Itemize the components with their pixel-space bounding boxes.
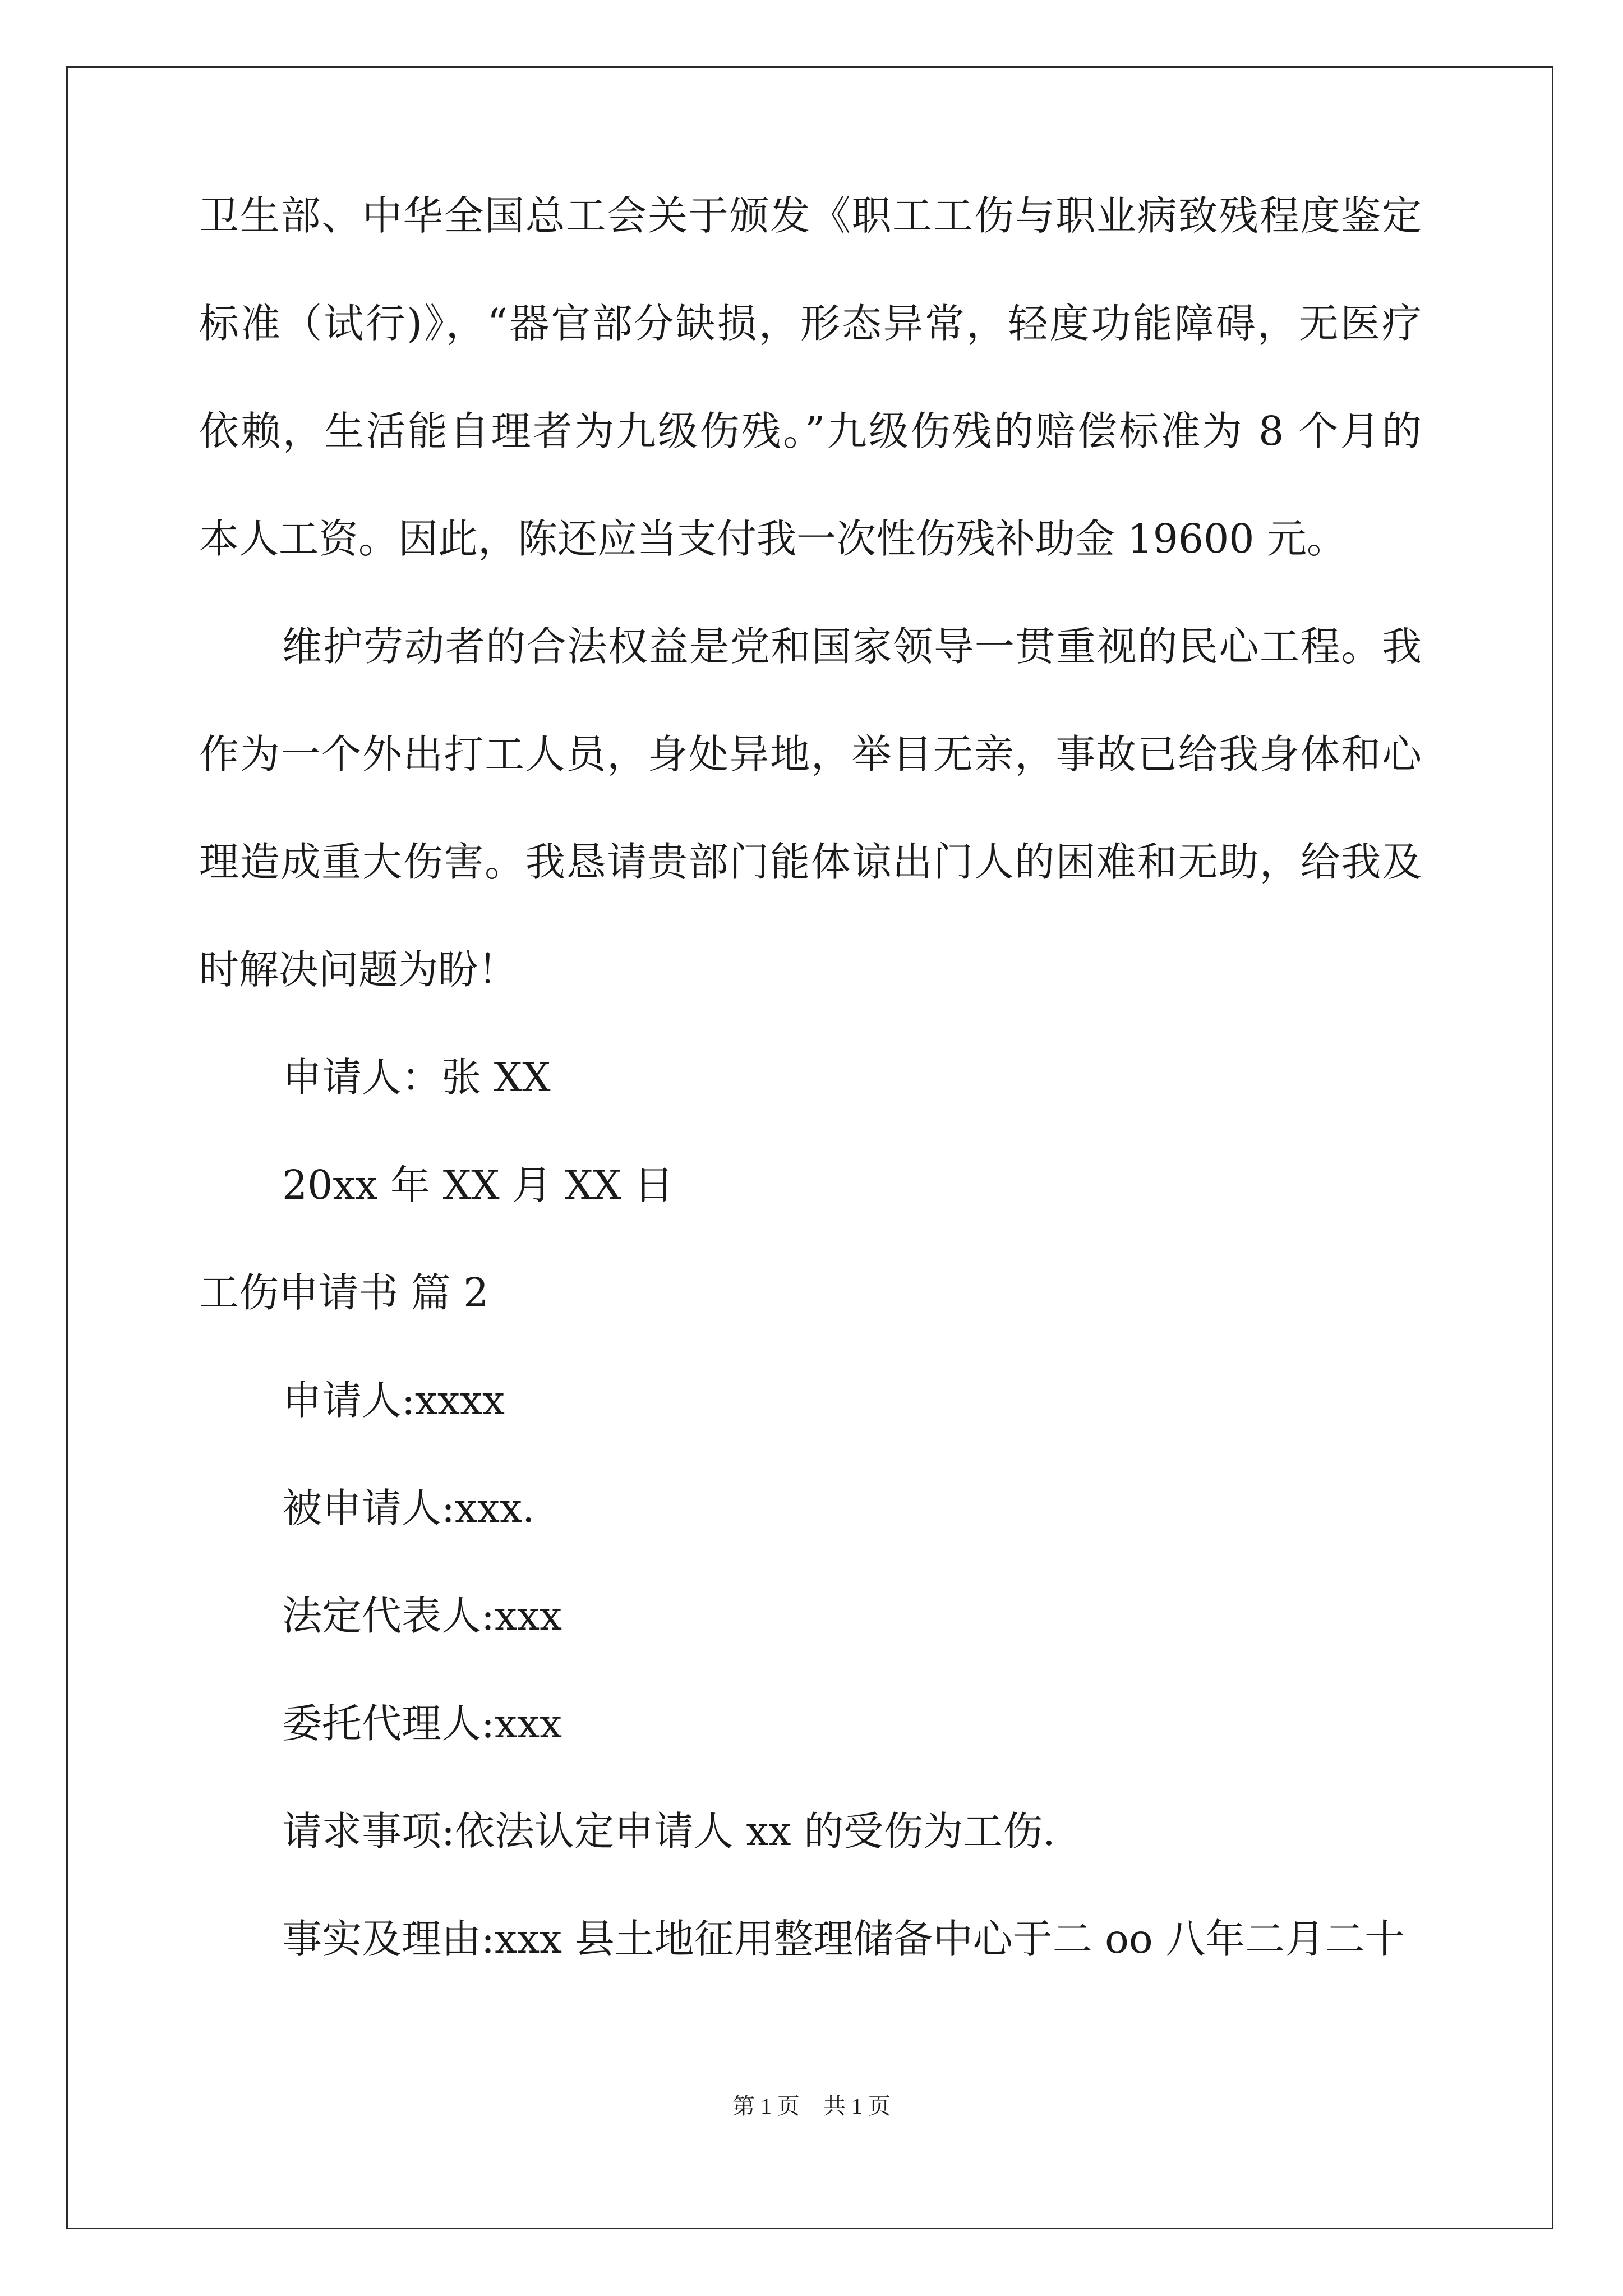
page-border [66,66,1553,2229]
page-footer [0,2090,1623,2123]
paragraph-line: 标准（试行)》，“器官部分缺损，形态异常，轻度功能障碍，无医疗 [199,300,1422,347]
request-line: 请求事项:依法认定申请人 xx 的受伤为工伤. [282,1808,1055,1855]
entrusted-agent-line: 委托代理人:xxx [282,1700,562,1747]
applicant-line: 申请人:xxxx [282,1377,505,1424]
paragraph-line: 作为一个外出打工人员，身处异地，举目无亲，事故已给我身体和心 [199,731,1422,777]
paragraph-line: 时解决问题为盼！ [199,946,518,993]
paragraph-line: 本人工资。因此，陈还应当支付我一次性伤残补助金 19600 元。 [199,516,1347,562]
respondent-line: 被申请人:xxx. [282,1485,535,1531]
total-pages: 共 1 页 [823,2093,891,2119]
paragraph-line: 理造成重大伤害。我恳请贵部门能体谅出门人的困难和无助，给我及 [199,839,1422,885]
applicant-signature: 申请人：张 XX [282,1054,551,1101]
facts-line: 事实及理由:xxx 县土地征用整理储备中心于二 oo 八年二月二十 [282,1916,1405,1962]
legal-representative-line: 法定代表人:xxx [282,1593,562,1639]
section-title: 工伤申请书 篇 2 [199,1269,489,1316]
page-number: 第 1 页 [732,2093,800,2119]
paragraph-line: 卫生部、中华全国总工会关于颁发《职工工伤与职业病致残程度鉴定 [199,192,1422,239]
paragraph-line: 依赖，生活能自理者为九级伤残。”九级伤残的赔偿标准为 8 个月的 [199,408,1422,454]
paragraph-line: 维护劳动者的合法权益是党和国家领导一贯重视的民心工程。我 [282,623,1422,670]
signature-date: 20xx 年 XX 月 XX 日 [282,1162,674,1208]
